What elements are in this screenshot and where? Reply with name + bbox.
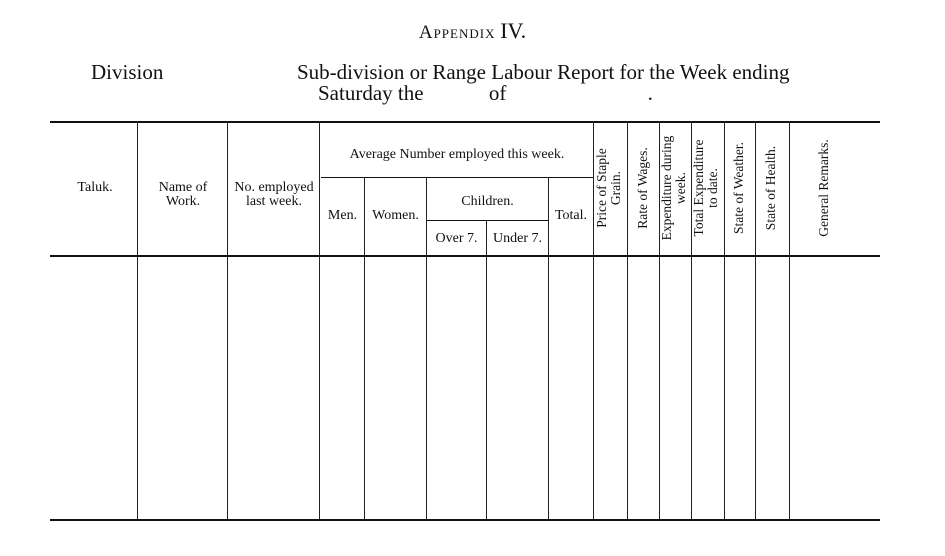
division-label: Division (91, 60, 164, 84)
col-totexp-line1: Total Expenditure (691, 139, 706, 237)
children-underline (427, 220, 548, 221)
trailing-period: . (647, 81, 653, 105)
col-total-expenditure (692, 122, 722, 254)
appendix-numeral: IV. (500, 18, 527, 43)
form-body-blank-area[interactable] (50, 257, 880, 519)
col-name-line1: Name of (158, 180, 208, 195)
col-no-employed (228, 181, 320, 209)
col-expenditure-week (660, 122, 690, 254)
col-avg-group: Average Number employed this week. (349, 147, 565, 162)
col-price-staple-grain (595, 122, 625, 254)
col-health-label: State of Health. (763, 145, 778, 231)
report-title: Sub-division or Range Labour Report for the Week ending (297, 60, 790, 84)
col-price-line1: Price of Staple (594, 148, 609, 228)
appendix-label: Appendix (418, 22, 496, 43)
col-rate-of-wages (636, 122, 652, 254)
col-men: Men. (327, 208, 358, 223)
col-under7: Under 7. (493, 231, 542, 246)
col-weather-label: State of Weather. (731, 142, 746, 235)
col-children: Children. (461, 194, 514, 209)
col-exp-line1: Expenditure during (659, 135, 674, 241)
col-remarks-label: General Remarks. (816, 139, 831, 237)
col-state-of-weather (732, 122, 748, 254)
col-taluk: Taluk. (77, 180, 113, 195)
col-total: Total. (554, 208, 588, 223)
col-no-employed-line2: last week. (246, 194, 302, 209)
col-exp-line2: week. (673, 172, 688, 204)
of-word: of (488, 81, 507, 105)
saturday-the: Saturday the (318, 81, 424, 105)
table-bottom-rule (50, 519, 880, 521)
avg-group-underline (321, 177, 594, 178)
col-name-of-work (140, 181, 226, 209)
col-totexp-line2: to date. (705, 168, 720, 208)
col-over7: Over 7. (435, 231, 478, 246)
col-general-remarks (817, 122, 833, 254)
col-state-of-health (764, 122, 780, 254)
col-rate-label: Rate of Wages. (635, 147, 650, 229)
col-no-employed-line1: No. employed (234, 180, 314, 195)
col-name-line2: Work. (165, 194, 201, 209)
col-women: Women. (372, 208, 419, 223)
col-price-line2: Grain. (608, 170, 623, 206)
